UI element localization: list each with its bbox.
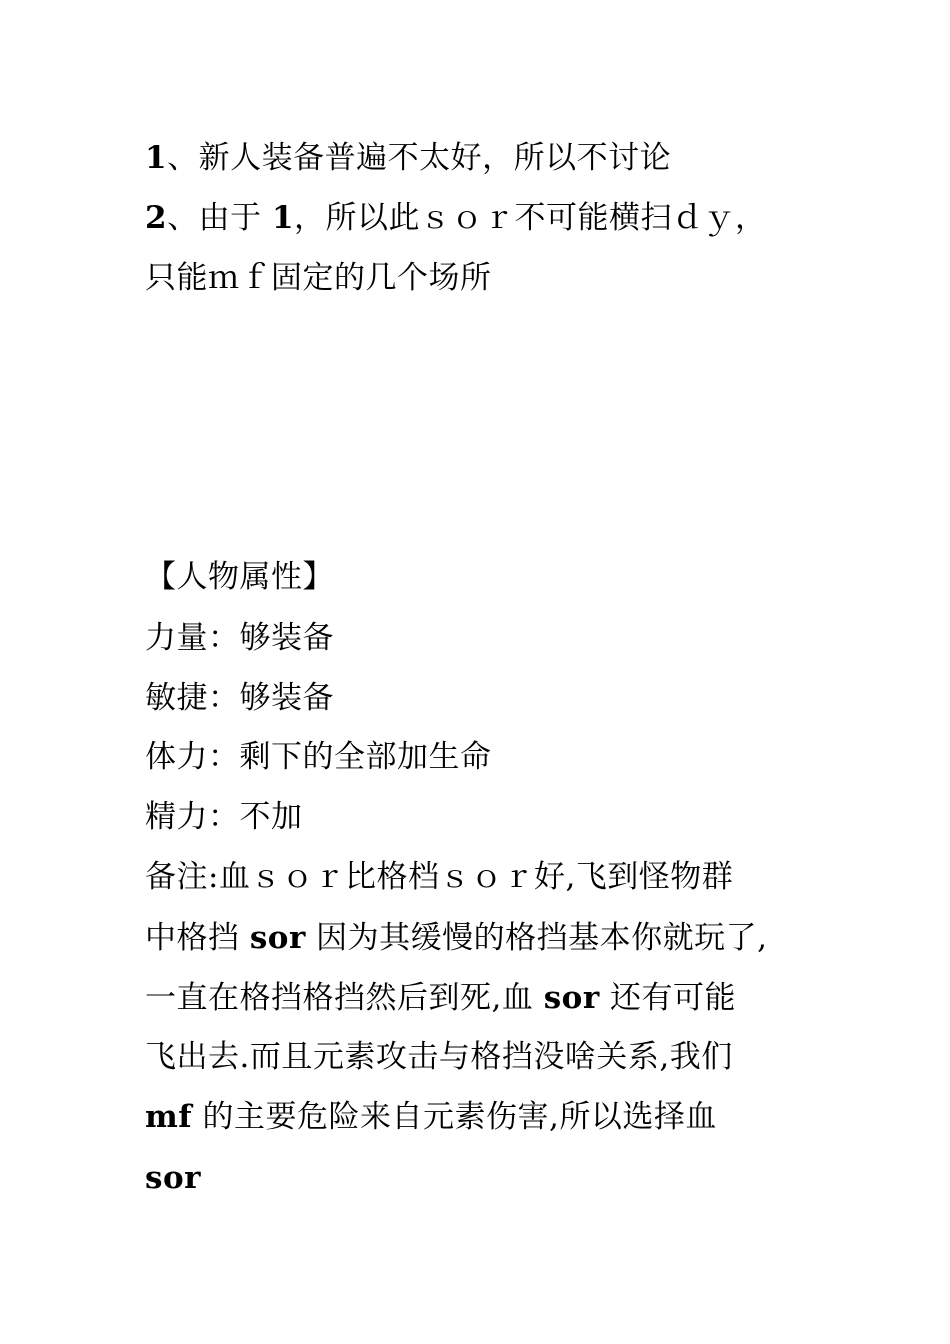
note-bold-term: mf <box>145 1099 193 1135</box>
item-text: 、由于 <box>167 200 272 236</box>
item-text: 只能ｍｆ固定的几个场所 <box>145 260 492 296</box>
note-line-6: sor <box>145 1160 201 1196</box>
note-text: 因为其缓慢的格挡基本你就玩了, <box>305 920 768 956</box>
note-line-3 <box>145 978 736 1018</box>
item-number: 1 <box>145 140 168 176</box>
note-line-4: 飞出去.而且元素攻击与格挡没啥关系,我们 <box>145 1039 733 1075</box>
note-line-1: 备注:血ｓｏｒ比格档ｓｏｒ好,飞到怪物群 <box>145 859 734 895</box>
attribute-vitality: 体力：剩下的全部加生命 <box>145 739 492 775</box>
item-text: ，所以此ｓｏｒ不可能横扫ｄｙ， <box>294 200 767 236</box>
item-reference-number: 1 <box>271 200 295 236</box>
attribute-dexterity: 敏捷：够装备 <box>145 680 334 716</box>
note-text: 还有可能 <box>599 980 737 1016</box>
note-text: 中格挡 <box>145 920 250 956</box>
note-line-5 <box>145 1097 717 1137</box>
item-text: 、新人装备普遍不太好，所以不讨论 <box>167 140 672 176</box>
note-bold-term: sor <box>249 920 306 956</box>
note-text: 一直在格挡格挡然后到死,血 <box>145 980 544 1016</box>
attribute-strength: 力量：够装备 <box>145 620 334 656</box>
note-text: 的主要危险来自元素伤害,所以选择血 <box>192 1099 717 1135</box>
intro-item-2-continued <box>145 258 492 298</box>
item-number: 2 <box>145 200 168 236</box>
attributes-heading: 【人物属性】 <box>145 559 334 595</box>
intro-item-2 <box>145 198 767 238</box>
note-bold-term: sor <box>543 980 600 1016</box>
note-line-2 <box>145 918 768 958</box>
intro-item-1 <box>145 138 671 178</box>
attribute-energy: 精力：不加 <box>145 799 303 835</box>
